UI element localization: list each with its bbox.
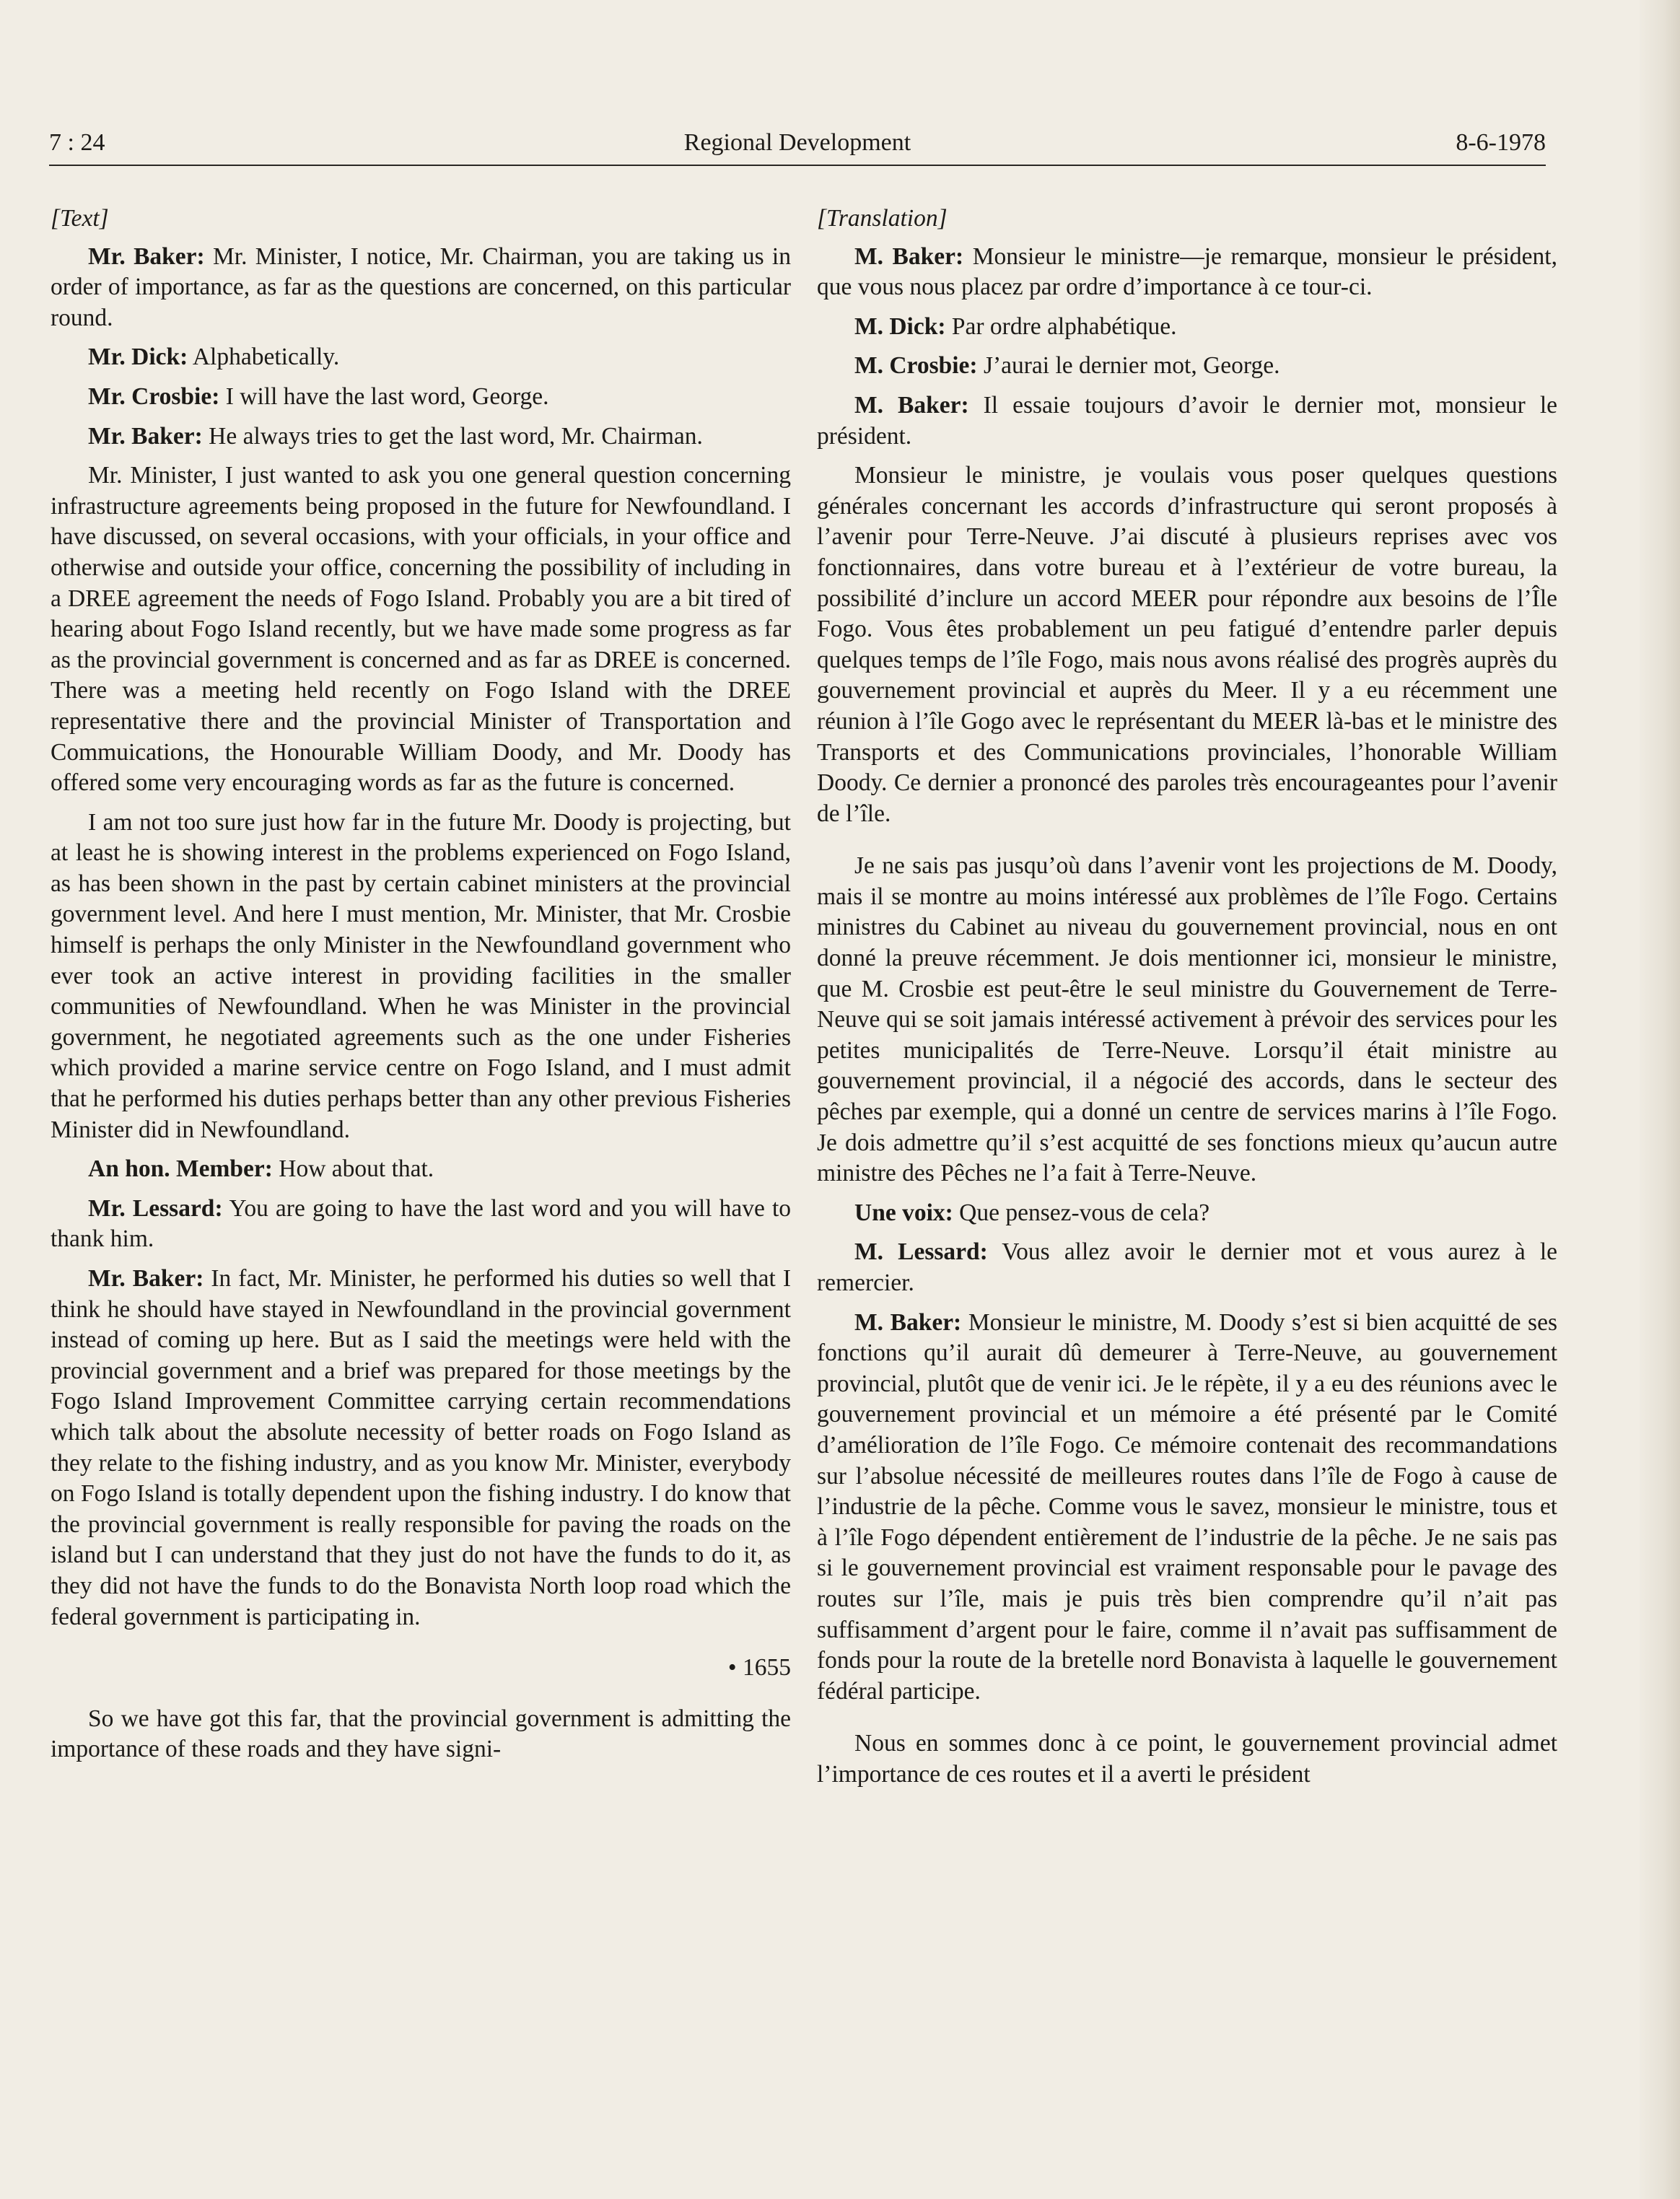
paragraph-text: Alphabetically. <box>188 344 340 371</box>
speaker-name: M. Crosbie: <box>854 352 978 380</box>
language-marker: [Text] <box>51 205 109 232</box>
paragraph-text: Vous allez avoir le dernier mot et vous aurez à le remercier. <box>817 1238 1557 1296</box>
paragraph-text: Monsieur le ministre, M. Doody s’est si bien acquitté de ses fonctions qu’il aurait dû demeurer à Terre-Neuve, au gouvernement provincial, plutôt que de venir ici. Je le répète, il y a eu des réunions avec le gouvernement provincial et un mémoire a été présenté par le Comité d’amélioration de l’île Fogo. Ce mémoire contenait des recommandations sur l’absolue nécessité de meilleures routes dans l’île de Fogo à cause de l’industrie de la pêche. Comme vous le savez, monsieur le ministre, tous et à l’île Fogo dépendent entièrement de l’industrie de la pêche. Je ne sais pas si le gouvernement provincial est vraiment responsable pour le pavage des routes sur l’île, mais je puis très bien comprendre qu’il n’ait pas suffisamment d’argent pour le faire, comme il n’avait pas suffisamment de fonds pour la route de la bretelle nord Bonavista à laquelle le gouvernement fédéral participe. <box>817 1308 1557 1705</box>
speaker-name: M. Baker: <box>854 242 964 270</box>
speaker-name: An hon. Member: <box>88 1155 273 1183</box>
left-paragraphs <box>51 242 791 1633</box>
speaker-paragraph <box>51 242 791 334</box>
closing-paragraph: So we have got this far, that the provincial government is admitting the importance of these roads and they have signi- <box>51 1705 791 1763</box>
paragraph-text: He always tries to get the last word, Mr. Chairman. <box>202 422 703 450</box>
page-header <box>49 121 1546 165</box>
speaker-name: Mr. Baker: <box>88 1265 204 1292</box>
speaker-paragraph <box>817 390 1557 452</box>
body-paragraph <box>817 851 1557 1189</box>
paragraph-text: Que pensez-vous de cela? <box>953 1199 1210 1226</box>
paragraph-text: I am not too sure just how far in the future Mr. Doody is projecting, but at least he is showing interest in the problems experienced on Fogo Island, as has been shown in the past by certain cabinet ministers at the provincial government level. And here I must mention, Mr. Minister, that Mr. Crosbie himself is perhaps the only Minister in the Newfoundland government who ever took an active interest in providing facilities in the smaller communities of Newfoundland. When he was Minister in the provincial government, he negotiated agreements such as the one under Fisheries which provided a marine service centre on Fogo Island, and I must admit that he performed his duties perhaps better than any other previous Fisheries Minister did in Newfoundland. <box>51 808 791 1143</box>
running-title: Regional Development <box>683 129 911 156</box>
speaker-paragraph <box>51 382 791 413</box>
language-marker: [Translation] <box>817 205 948 232</box>
right-column <box>817 204 1557 1799</box>
speaker-name: Mr. Crosbie: <box>88 382 220 410</box>
left-column <box>51 204 791 1774</box>
body-paragraph <box>817 460 1557 829</box>
speaker-name: Une voix: <box>854 1199 953 1226</box>
speaker-name: M. Baker: <box>854 1308 962 1336</box>
speaker-paragraph <box>817 242 1557 303</box>
paragraph-text: How about that. <box>272 1155 434 1183</box>
header-rule <box>49 165 1546 166</box>
page-number: 7 : 24 <box>49 129 105 156</box>
speaker-name: Mr. Dick: <box>88 344 188 371</box>
paragraph-text: In fact, Mr. Minister, he performed his duties so well that I think he should have stayed in Newfoundland in the provincial government instead of coming up here. But as I said the meetings were held with the provincial government and a brief was prepared for those meetings by the Fogo Island Improvement Committee carrying certain recommendations which talk about the absolute necessity of better roads on Fogo Island as they relate to the fishing industry, and as you know Mr. Minister, everybody on Fogo Island is totally dependent upon the fishing industry. I do know that the provincial government is really responsible for paving the roads on the island but I can understand that they just do not have the funds to do it, as they did not have the funds to do the Bonavista North loop road which the federal government is participating in. <box>51 1265 791 1630</box>
paragraph-text: Mr. Minister, I notice, Mr. Chairman, you are taking us in order of importance, as far as the questions are concerned, on this particular round. <box>51 242 791 331</box>
page-edge <box>1640 0 1680 2199</box>
paragraph-text: Monsieur le ministre—je remarque, monsieur le président, que vous nous placez par ordre d’importance à ce tour-ci. <box>817 242 1557 301</box>
paragraph-text: Mr. Minister, I just wanted to ask you one general question concerning infrastructure agreements being proposed in the future for Newfoundland. I have discussed, on several occasions, with your officials, in your office and otherwise and outside your office, concerning the possibility of including in a DREE agreement the needs of Fogo Island. Probably you are a bit tired of hearing about Fogo Island recently, but we have made some progress as far as the provincial government is concerned and as far as DREE is concerned. There was a meeting held recently on Fogo Island with the DREE representative there and the provincial Minister of Transportation and Commuications, the Honourable William Doody, and Mr. Doody has offered some very encouraging words as far as the future is concerned. <box>51 462 791 797</box>
speaker-paragraph <box>51 1264 791 1632</box>
paragraph-text: Par ordre alphabétique. <box>945 312 1177 340</box>
speaker-name: M. Dick: <box>854 312 946 340</box>
paragraph-text: I will have the last word, George. <box>219 382 549 410</box>
speaker-paragraph <box>51 421 791 453</box>
speaker-paragraph <box>817 351 1557 382</box>
body-paragraph <box>51 460 791 799</box>
speaker-paragraph <box>51 1154 791 1185</box>
speaker-paragraph <box>51 342 791 373</box>
paragraph-text: J’aurai le dernier mot, George. <box>977 352 1280 380</box>
body-paragraph <box>51 808 791 1146</box>
closing-paragraph: Nous en sommes donc à ce point, le gouvernement provincial admet l’importance de ces routes et il a averti le président <box>817 1730 1557 1788</box>
speaker-paragraph <box>817 1237 1557 1298</box>
right-paragraphs <box>817 242 1557 1708</box>
page-date: 8-6-1978 <box>1456 129 1546 156</box>
speaker-paragraph <box>817 1308 1557 1708</box>
paragraph-text: Monsieur le ministre, je voulais vous poser quelques questions générales concernant les accords d’infrastructure qui seront proposés à l’avenir pour Terre-Neuve. J’ai discuté à plusieurs reprises avec vos fonctionnaires, dans votre bureau et à l’extérieur de votre bureau, la possibilité d’inclure un accord MEER pour répondre aux besoins de l’Île Fogo. Vous êtes probablement un peu fatigué d’entendre parler depuis quelques temps de l’île Fogo, mais nous avons réalisé des progrès auprès du gouvernement provincial et auprès du Meer. Il y a eu récemment une réunion à l’île Gogo avec le représentant du MEER là-bas et le ministre des Transports et des Communications provinciales, l’honorable William Doody. Ce dernier a prononcé des paroles très encourageantes pour l’avenir de l’île. <box>817 462 1557 827</box>
speaker-paragraph <box>817 1198 1557 1229</box>
speaker-name: Mr. Lessard: <box>88 1194 223 1222</box>
speaker-name: Mr. Baker: <box>88 422 203 450</box>
speaker-name: M. Baker: <box>854 391 969 419</box>
page-marker: • 1655 <box>727 1654 791 1682</box>
speaker-paragraph <box>51 1194 791 1255</box>
speaker-paragraph <box>817 312 1557 343</box>
paragraph-text: You are going to have the last word and you will have to thank him. <box>51 1194 792 1253</box>
paragraph-text: Il essaie toujours d’avoir le dernier mot, monsieur le président. <box>817 391 1557 450</box>
speaker-name: Mr. Baker: <box>88 242 205 270</box>
paragraph-text: Je ne sais pas jusqu’où dans l’avenir vont les projections de M. Doody, mais il se montre au moins intéressé aux problèmes de l’île Fogo. Certains ministres du Cabinet au niveau du gouvernement provincial, nous en ont donné la preuve récemment. Je dois mentionner ici, monsieur le ministre, que M. Crosbie est peut-être le seul ministre du Gouvernement de Terre-Neuve qui se soit jamais intéressé activement à prévoir des services pour les petites municipalités de Terre-Neuve. Lorsqu’il était ministre au gouvernement provincial, il a négocié des accords, dans le secteur des pêches par exemple, qui a donné un centre de services marins à l’île Fogo. Je dois admettre qu’il s’est acquitté de ses fonctions mieux qu’aucun autre ministre des Pêches ne l’a fait à Terre-Neuve. <box>817 852 1557 1187</box>
speaker-name: M. Lessard: <box>854 1238 988 1266</box>
